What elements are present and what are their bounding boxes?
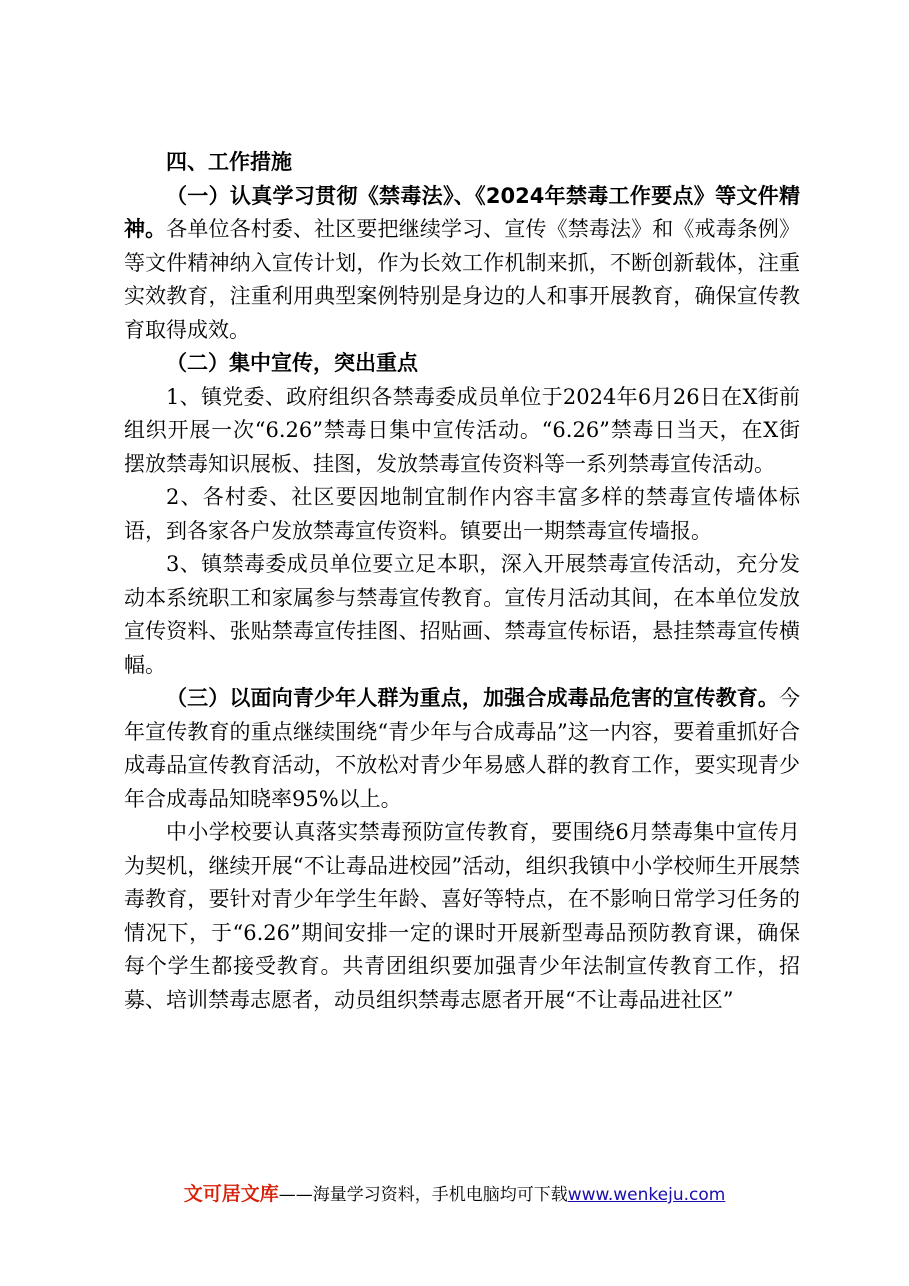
footer-url-link[interactable]: www.wenkeju.com (567, 1185, 726, 1205)
paragraph-item2-3: 3、镇禁毒委成员单位要立足本职，深入开展禁毒宣传活动，充分发动本系统职工和家属参与禁毒宣传教育。宣传月活动其间，在本单位发放宣传资料、张贴禁毒宣传挂图、招贴画、禁毒宣传标语，悬挂禁毒宣传横幅。 (124, 552, 800, 677)
document-body (124, 146, 800, 1017)
paragraph-item1 (124, 180, 800, 348)
item1-body: 各单位各村委、社区要把继续学习、宣传《禁毒法》和《戒毒条例》等文件精神纳入宣传计划，作为长效工作机制来抓，不断创新载体，注重实效教育，注重利用典型案例特别是身边的人和事开展教育，确保宣传教育取得成效。 (124, 217, 801, 342)
section-title: 四、工作措施 (166, 150, 292, 174)
item3-body: 今年宣传教育的重点继续围绕“青少年与合成毒品”这一内容，要着重抓好合成毒品宣传教育活动，不放松对青少年易感人群的教育工作，要实现青少年合成毒品知晓率95%以上。 (124, 686, 800, 811)
paragraph-item3 (124, 682, 800, 816)
footer-brand: 文可居文库 (183, 1183, 279, 1205)
footer-banner (0, 1182, 909, 1207)
item3-lead: （三）以面向青少年人群为重点，加强合成毒品危害的宣传教育。 (166, 686, 779, 710)
item2-heading: （二）集中宣传，突出重点 (166, 351, 418, 375)
paragraph-item2-1: 1、镇党委、政府组织各禁毒委成员单位于2024年6月26日在X街前组织开展一次“6.26”禁毒日集中宣传活动。“6.26”禁毒日当天，在X街摆放禁毒知识展板、挂图，发放禁毒宣传资料等一系列禁毒宣传活动。 (124, 384, 800, 476)
footer-description: ——海量学习资料，手机电脑均可下载 (278, 1185, 568, 1205)
paragraph-item3-2: 中小学校要认真落实禁毒预防宣传教育，要围绕6月禁毒集中宣传月为契机，继续开展“不让毒品进校园”活动，组织我镇中小学校师生开展禁毒教育，要针对青少年学生年龄、喜好等特点，在不影响日常学习任务的情况下，于“6.26”期间安排一定的课时开展新型毒品预防教育课，确保每个学生都接受教育。共青团组织要加强青少年法制宣传教育工作，招募、培训禁毒志愿者，动员组织禁毒志愿者开展“不让毒品进社区” (124, 820, 800, 1012)
paragraph-item2-2: 2、各村委、社区要因地制宜制作内容丰富多样的禁毒宣传墙体标语，到各家各户发放禁毒宣传资料。镇要出一期禁毒宣传墙报。 (124, 485, 800, 543)
item1-lead: （一）认真学习贯彻《禁毒法》、《2024年禁毒工作要点》等文件精神。 (124, 183, 800, 241)
